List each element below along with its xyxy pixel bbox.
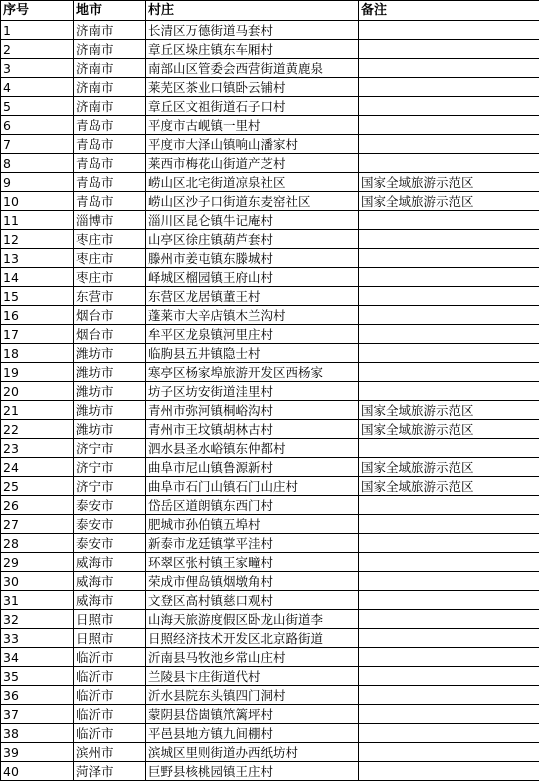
table-row <box>1 667 539 686</box>
cell-village: 沂南县马牧池乡常山庄村 <box>146 648 359 667</box>
cell-village: 岱岳区道朗镇东西门村 <box>146 496 359 515</box>
cell-serial-number: 8 <box>1 154 74 173</box>
cell-city: 威海市 <box>74 572 146 591</box>
cell-serial-number: 36 <box>1 686 74 705</box>
cell-village: 蒙阴县岱崮镇笊篱坪村 <box>146 705 359 724</box>
cell-serial-number: 20 <box>1 382 74 401</box>
cell-remarks <box>359 515 539 534</box>
cell-remarks <box>359 268 539 287</box>
cell-city: 青岛市 <box>74 173 146 192</box>
cell-city: 临沂市 <box>74 705 146 724</box>
cell-village: 崂山区沙子口街道东麦窑社区 <box>146 192 359 211</box>
cell-remarks <box>359 59 539 78</box>
cell-remarks <box>359 154 539 173</box>
header-row <box>1 1 539 21</box>
cell-serial-number: 22 <box>1 420 74 439</box>
table-row <box>1 211 539 230</box>
table-row <box>1 572 539 591</box>
cell-remarks <box>359 572 539 591</box>
cell-serial-number: 16 <box>1 306 74 325</box>
table-row <box>1 629 539 648</box>
cell-serial-number: 7 <box>1 135 74 154</box>
cell-village: 平度市大泽山镇响山潘家村 <box>146 135 359 154</box>
cell-serial-number: 13 <box>1 249 74 268</box>
cell-village: 平邑县地方镇九间棚村 <box>146 724 359 743</box>
table-row <box>1 686 539 705</box>
table-row <box>1 287 539 306</box>
cell-remarks <box>359 363 539 382</box>
table-row <box>1 306 539 325</box>
cell-village: 坊子区坊安街道洼里村 <box>146 382 359 401</box>
table-row <box>1 534 539 553</box>
cell-serial-number: 17 <box>1 325 74 344</box>
cell-city: 日照市 <box>74 610 146 629</box>
cell-serial-number: 34 <box>1 648 74 667</box>
cell-serial-number: 11 <box>1 211 74 230</box>
cell-city: 潍坊市 <box>74 382 146 401</box>
cell-remarks: 国家全域旅游示范区 <box>359 173 539 192</box>
cell-city: 青岛市 <box>74 135 146 154</box>
table-row <box>1 610 539 629</box>
cell-village: 崂山区北宅街道凉泉社区 <box>146 173 359 192</box>
table-row <box>1 420 539 439</box>
cell-remarks <box>359 325 539 344</box>
cell-remarks <box>359 97 539 116</box>
table-row <box>1 325 539 344</box>
table-row <box>1 591 539 610</box>
cell-village: 峄城区榴园镇王府山村 <box>146 268 359 287</box>
cell-city: 枣庄市 <box>74 268 146 287</box>
table-row <box>1 344 539 363</box>
header-city: 地市 <box>74 1 146 21</box>
table-row <box>1 192 539 211</box>
cell-remarks <box>359 344 539 363</box>
cell-remarks <box>359 762 539 781</box>
cell-city: 济南市 <box>74 40 146 59</box>
cell-city: 泰安市 <box>74 496 146 515</box>
cell-serial-number: 2 <box>1 40 74 59</box>
cell-serial-number: 6 <box>1 116 74 135</box>
cell-remarks <box>359 116 539 135</box>
cell-city: 济南市 <box>74 97 146 116</box>
cell-village: 曲阜市石门山镇石门山庄村 <box>146 477 359 496</box>
cell-city: 泰安市 <box>74 534 146 553</box>
table-row <box>1 268 539 287</box>
cell-city: 临沂市 <box>74 648 146 667</box>
cell-city: 潍坊市 <box>74 344 146 363</box>
cell-remarks <box>359 249 539 268</box>
cell-remarks <box>359 382 539 401</box>
table-row <box>1 553 539 572</box>
cell-village: 蓬莱市大辛店镇木兰沟村 <box>146 306 359 325</box>
cell-serial-number: 19 <box>1 363 74 382</box>
table-row <box>1 515 539 534</box>
table-row <box>1 154 539 173</box>
cell-city: 菏泽市 <box>74 762 146 781</box>
cell-remarks <box>359 591 539 610</box>
cell-remarks <box>359 135 539 154</box>
cell-serial-number: 35 <box>1 667 74 686</box>
cell-city: 青岛市 <box>74 116 146 135</box>
cell-remarks <box>359 743 539 762</box>
cell-remarks <box>359 648 539 667</box>
cell-remarks <box>359 439 539 458</box>
cell-serial-number: 18 <box>1 344 74 363</box>
cell-city: 枣庄市 <box>74 249 146 268</box>
cell-serial-number: 24 <box>1 458 74 477</box>
table-row <box>1 458 539 477</box>
cell-village: 日照经济技术开发区北京路街道 <box>146 629 359 648</box>
cell-village: 泗水县圣水峪镇东仲都村 <box>146 439 359 458</box>
cell-village: 巨野县核桃园镇王庄村 <box>146 762 359 781</box>
cell-village: 长清区万德街道马套村 <box>146 21 359 40</box>
cell-serial-number: 10 <box>1 192 74 211</box>
cell-serial-number: 9 <box>1 173 74 192</box>
cell-city: 济宁市 <box>74 439 146 458</box>
header-remarks: 备注 <box>359 1 539 21</box>
cell-city: 济南市 <box>74 21 146 40</box>
table-row <box>1 173 539 192</box>
cell-remarks <box>359 705 539 724</box>
cell-remarks <box>359 21 539 40</box>
cell-serial-number: 25 <box>1 477 74 496</box>
header-serial-number: 序号 <box>1 1 74 21</box>
cell-village: 滨城区里则街道办西纸坊村 <box>146 743 359 762</box>
cell-serial-number: 1 <box>1 21 74 40</box>
cell-serial-number: 28 <box>1 534 74 553</box>
cell-remarks <box>359 553 539 572</box>
cell-city: 临沂市 <box>74 724 146 743</box>
cell-city: 威海市 <box>74 591 146 610</box>
cell-remarks: 国家全域旅游示范区 <box>359 458 539 477</box>
cell-serial-number: 23 <box>1 439 74 458</box>
cell-village: 章丘区文祖街道石子口村 <box>146 97 359 116</box>
cell-remarks: 国家全域旅游示范区 <box>359 192 539 211</box>
table-row <box>1 382 539 401</box>
cell-city: 东营市 <box>74 287 146 306</box>
table-row <box>1 230 539 249</box>
cell-city: 济宁市 <box>74 477 146 496</box>
cell-village: 临朐县五井镇隐士村 <box>146 344 359 363</box>
cell-city: 日照市 <box>74 629 146 648</box>
cell-remarks <box>359 306 539 325</box>
cell-remarks: 国家全域旅游示范区 <box>359 477 539 496</box>
cell-remarks <box>359 667 539 686</box>
cell-remarks <box>359 78 539 97</box>
cell-serial-number: 40 <box>1 762 74 781</box>
cell-city: 枣庄市 <box>74 230 146 249</box>
cell-serial-number: 27 <box>1 515 74 534</box>
cell-serial-number: 5 <box>1 97 74 116</box>
cell-village: 莱芜区茶业口镇卧云铺村 <box>146 78 359 97</box>
cell-remarks <box>359 534 539 553</box>
table-row <box>1 496 539 515</box>
cell-serial-number: 39 <box>1 743 74 762</box>
cell-remarks: 国家全域旅游示范区 <box>359 401 539 420</box>
cell-serial-number: 21 <box>1 401 74 420</box>
cell-city: 烟台市 <box>74 306 146 325</box>
cell-village: 肥城市孙伯镇五埠村 <box>146 515 359 534</box>
cell-village: 滕州市姜屯镇东滕城村 <box>146 249 359 268</box>
cell-serial-number: 30 <box>1 572 74 591</box>
cell-city: 淄博市 <box>74 211 146 230</box>
cell-city: 济南市 <box>74 59 146 78</box>
cell-remarks <box>359 230 539 249</box>
cell-serial-number: 4 <box>1 78 74 97</box>
cell-village: 山海天旅游度假区卧龙山街道李 <box>146 610 359 629</box>
cell-city: 济南市 <box>74 78 146 97</box>
cell-village: 沂水县院东头镇四门洞村 <box>146 686 359 705</box>
cell-village: 淄川区昆仑镇牛记庵村 <box>146 211 359 230</box>
header-village: 村庄 <box>146 1 359 21</box>
cell-village: 东营区龙居镇董王村 <box>146 287 359 306</box>
cell-city: 潍坊市 <box>74 420 146 439</box>
table-row <box>1 249 539 268</box>
table-row <box>1 705 539 724</box>
cell-village: 寒亭区杨家埠旅游开发区西杨家 <box>146 363 359 382</box>
cell-village: 青州市弥河镇桐峪沟村 <box>146 401 359 420</box>
cell-village: 牟平区龙泉镇河里庄村 <box>146 325 359 344</box>
cell-serial-number: 12 <box>1 230 74 249</box>
table-row <box>1 116 539 135</box>
cell-serial-number: 14 <box>1 268 74 287</box>
table-row <box>1 78 539 97</box>
table-row <box>1 59 539 78</box>
cell-village: 环翠区张村镇王家疃村 <box>146 553 359 572</box>
cell-village: 曲阜市尼山镇鲁源新村 <box>146 458 359 477</box>
cell-remarks <box>359 686 539 705</box>
cell-serial-number: 26 <box>1 496 74 515</box>
cell-village: 山亭区徐庄镇葫芦套村 <box>146 230 359 249</box>
cell-village: 平度市古岘镇一里村 <box>146 116 359 135</box>
cell-city: 济宁市 <box>74 458 146 477</box>
cell-remarks <box>359 610 539 629</box>
cell-city: 临沂市 <box>74 667 146 686</box>
table-body <box>1 21 539 781</box>
table-row <box>1 439 539 458</box>
table-row <box>1 762 539 781</box>
cell-city: 潍坊市 <box>74 363 146 382</box>
cell-village: 莱西市梅花山街道产芝村 <box>146 154 359 173</box>
cell-remarks <box>359 496 539 515</box>
cell-remarks <box>359 287 539 306</box>
cell-city: 威海市 <box>74 553 146 572</box>
cell-city: 青岛市 <box>74 154 146 173</box>
cell-village: 兰陵县卞庄街道代村 <box>146 667 359 686</box>
cell-serial-number: 32 <box>1 610 74 629</box>
cell-remarks <box>359 724 539 743</box>
cell-serial-number: 15 <box>1 287 74 306</box>
cell-city: 临沂市 <box>74 686 146 705</box>
table-row <box>1 40 539 59</box>
cell-city: 潍坊市 <box>74 401 146 420</box>
cell-serial-number: 29 <box>1 553 74 572</box>
table-row <box>1 477 539 496</box>
cell-serial-number: 33 <box>1 629 74 648</box>
table-row <box>1 401 539 420</box>
cell-village: 荣成市俚岛镇烟墩角村 <box>146 572 359 591</box>
cell-village: 新泰市龙廷镇掌平洼村 <box>146 534 359 553</box>
table-row <box>1 743 539 762</box>
cell-serial-number: 3 <box>1 59 74 78</box>
cell-remarks <box>359 211 539 230</box>
cell-city: 青岛市 <box>74 192 146 211</box>
cell-city: 滨州市 <box>74 743 146 762</box>
cell-village: 章丘区垛庄镇东车厢村 <box>146 40 359 59</box>
cell-remarks <box>359 629 539 648</box>
cell-remarks <box>359 40 539 59</box>
table-header <box>1 1 539 21</box>
table-row <box>1 363 539 382</box>
table-row <box>1 135 539 154</box>
table-row <box>1 97 539 116</box>
cell-serial-number: 31 <box>1 591 74 610</box>
cell-village: 南部山区管委会西营街道黄鹿泉 <box>146 59 359 78</box>
table-row <box>1 724 539 743</box>
cell-city: 泰安市 <box>74 515 146 534</box>
cell-village: 青州市王坟镇胡林古村 <box>146 420 359 439</box>
cell-serial-number: 38 <box>1 724 74 743</box>
cell-serial-number: 37 <box>1 705 74 724</box>
table-row <box>1 648 539 667</box>
table-row <box>1 21 539 40</box>
cell-city: 烟台市 <box>74 325 146 344</box>
cell-village: 文登区高村镇慈口观村 <box>146 591 359 610</box>
cell-remarks: 国家全域旅游示范区 <box>359 420 539 439</box>
